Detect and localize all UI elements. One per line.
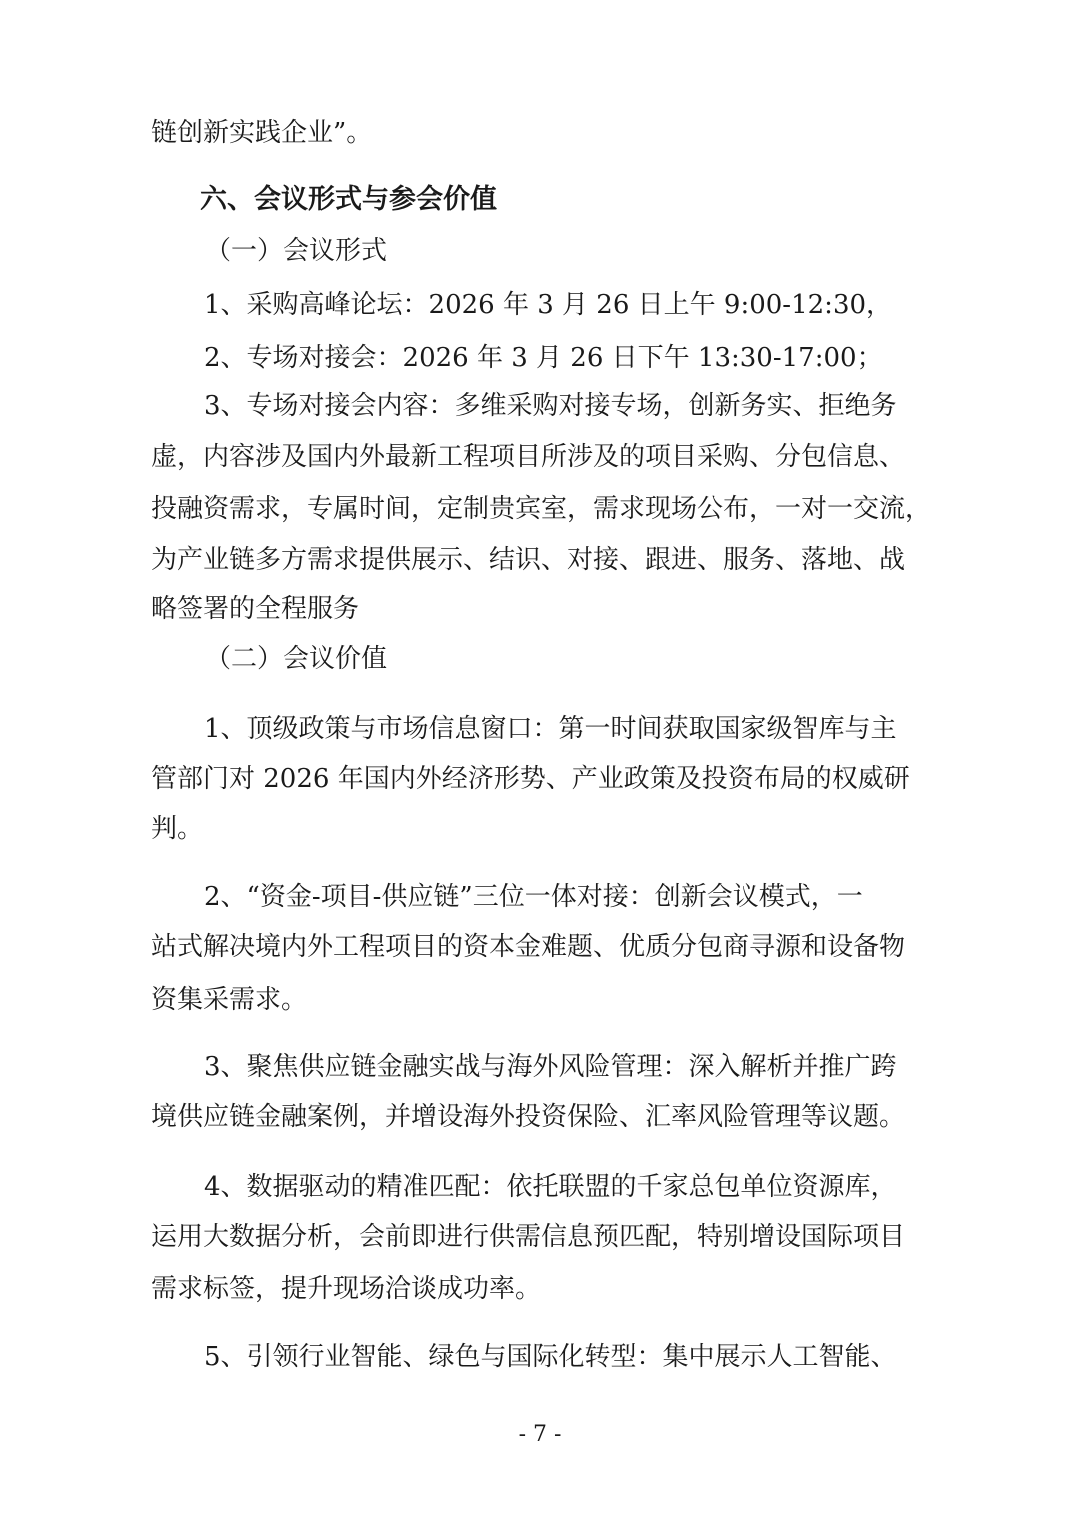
value-item-3-line: 境供应链金融案例，并增设海外投资保险、汇率风险管理等议题。 (151, 1102, 906, 1132)
form-item-3-line: 为产业链多方需求提供展示、结识、对接、跟进、服务、落地、战 (151, 545, 906, 575)
form-item-3-line: 略签署的全程服务 (151, 594, 360, 624)
section-title: 六、会议形式与参会价值 (200, 184, 497, 215)
value-item-4-line: 运用大数据分析，会前即进行供需信息预匹配，特别增设国际项目 (151, 1222, 906, 1252)
continuation-text: 链创新实践企业”。 (151, 118, 373, 148)
page-number: - 7 - (518, 1422, 562, 1447)
form-item-3-line: 投融资需求，专属时间，定制贵宾室，需求现场公布，一对一交流， (151, 494, 932, 524)
value-item-1-line: 管部门对 2026 年国内外经济形势、产业政策及投资布局的权威研 (151, 764, 910, 794)
form-item-3-line: 3、专场对接会内容：多维采购对接专场，创新务实、拒绝务 (204, 391, 897, 421)
value-item-1-line: 判。 (151, 814, 204, 844)
value-item-5-line: 5、引领行业智能、绿色与国际化转型：集中展示人工智能、 (204, 1342, 897, 1372)
subsection-value-title: （二）会议价值 (205, 644, 388, 674)
value-item-4-line: 4、数据驱动的精准匹配：依托联盟的千家总包单位资源库， (204, 1172, 897, 1202)
value-item-1-line: 1、顶级政策与市场信息窗口：第一时间获取国家级智库与主 (204, 714, 897, 744)
value-item-2-line: 站式解决境内外工程项目的资本金难题、优质分包商寻源和设备物 (151, 932, 906, 962)
subsection-form-title: （一）会议形式 (205, 236, 388, 266)
value-item-3-line: 3、聚焦供应链金融实战与海外风险管理：深入解析并推广跨 (204, 1052, 897, 1082)
form-item-1: 1、采购高峰论坛：2026 年 3 月 26 日上午 9:00-12:30， (204, 290, 893, 320)
value-item-2-line: 2、“资金-项目-供应链”三位一体对接：创新会议模式，一 (204, 882, 863, 912)
value-item-2-line: 资集采需求。 (151, 985, 308, 1015)
form-item-2: 2、专场对接会：2026 年 3 月 26 日下午 13:30-17:00； (204, 343, 883, 373)
form-item-3-line: 虚，内容涉及国内外最新工程项目所涉及的项目采购、分包信息、 (151, 442, 906, 472)
value-item-4-line: 需求标签，提升现场洽谈成功率。 (151, 1274, 542, 1304)
